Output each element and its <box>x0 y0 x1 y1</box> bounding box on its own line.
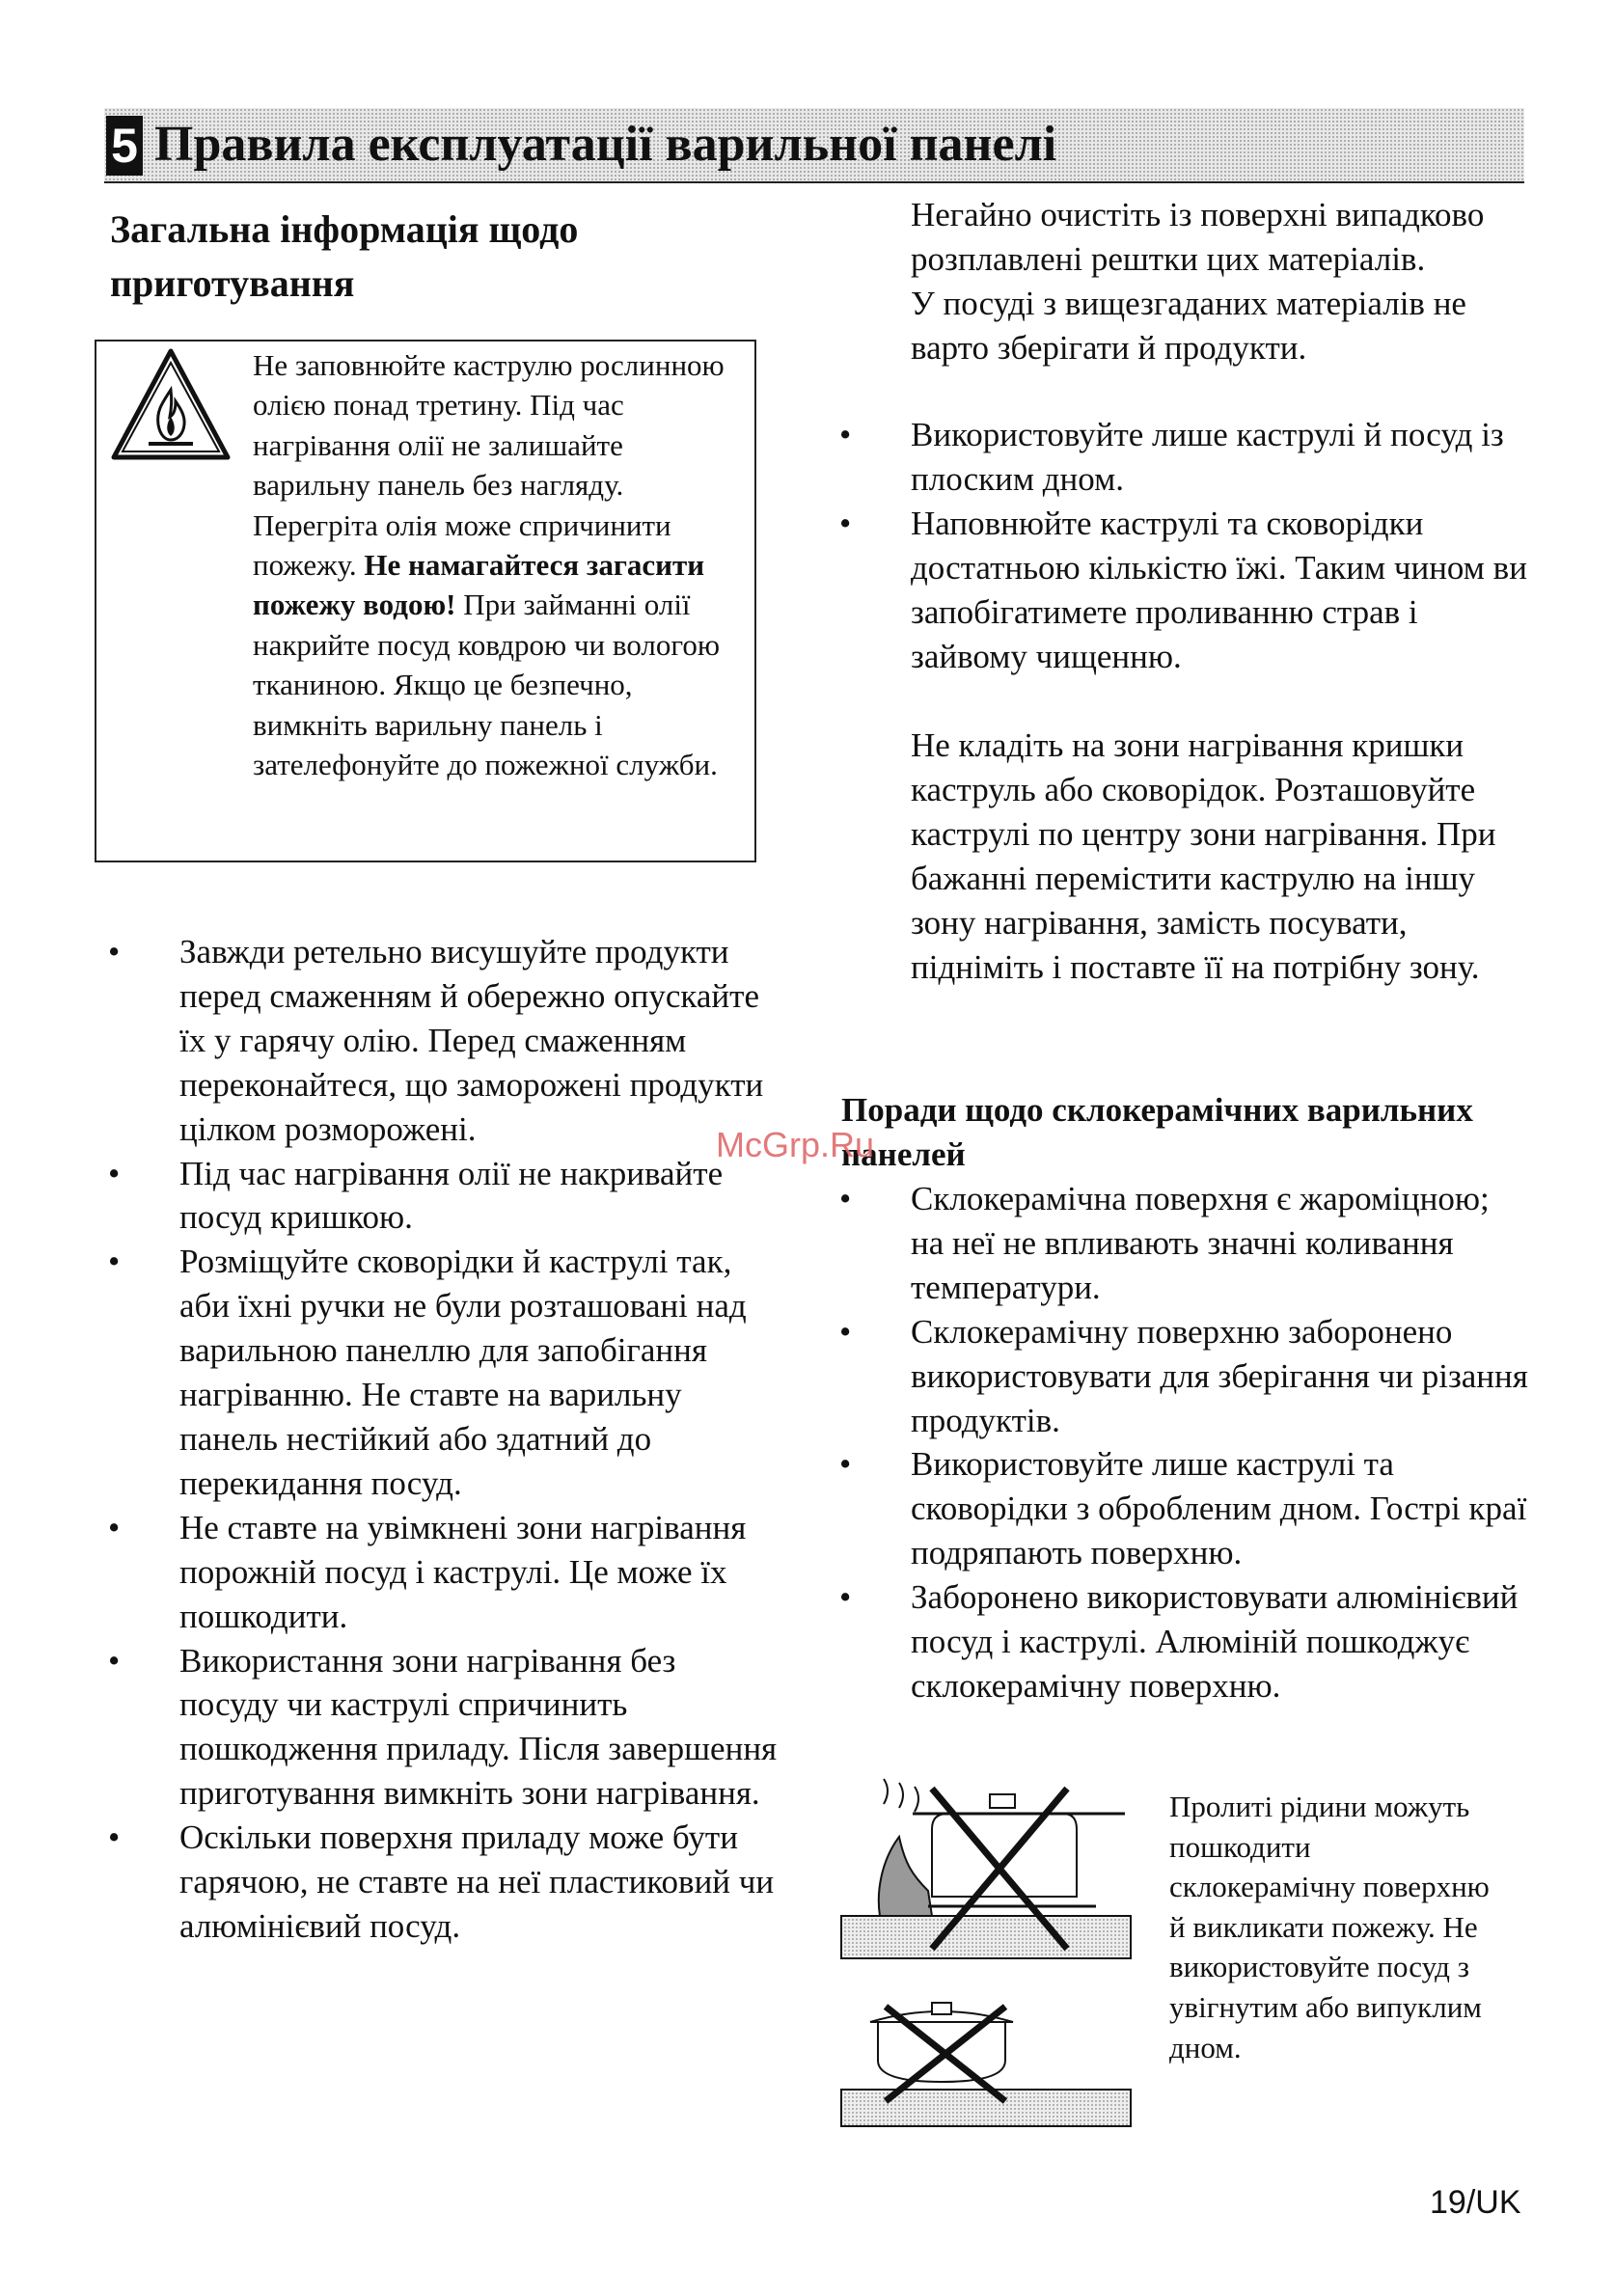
right-bullet-list-top <box>835 413 1530 678</box>
list-item: • Оскільки поверхня приладу може бути гарячою, не ставте на неї пластиковий чи алюмінієвий посуд. <box>104 1816 780 1949</box>
list-item: • Завжди ретельно висушуйте продукти перед смаженням й обережно опускайте їх у гарячу олію. Перед смаженням переконайтеся, що заморожені продукти цілком розморожені. <box>104 930 780 1152</box>
list-item: • Склокерамічна поверхня є жароміцною; на неї не впливають значні коливання температури. <box>835 1177 1530 1310</box>
paragraph: У посуді з вищезгаданих матеріалів не варто зберігати й продукти. <box>911 284 1466 367</box>
warning-text <box>253 345 747 784</box>
right-column-top <box>911 193 1528 370</box>
list-item: • Заборонено використовувати алюмінієвий посуд і каструлі. Алюміній пошкоджує склокерамічну поверхню. <box>835 1575 1530 1708</box>
list-item: • Розміщуйте сковорідки й каструлі так, аби їхні ручки не були розташовані над варильною панеллю для запобігання нагріванню. Не ставте на варильну панель нестійкий або здатний до перекидання посуд. <box>104 1240 780 1505</box>
spilled-liquid-pot-icon <box>841 1779 1131 1958</box>
list-item: • Склокерамічну поверхню заборонено використовувати для зберігання чи різання продуктів. <box>835 1310 1530 1443</box>
chapter-title: Правила експлуатації варильної панелі <box>154 117 1057 172</box>
chapter-number: 5 <box>106 116 143 176</box>
cookware-illustration <box>835 1775 1144 2132</box>
page-number: 19/UK <box>1430 2184 1521 2221</box>
warning-text-part-2: При займанні олії накрийте посуд ковдрою чи вологою тканиною. Якщо це безпечно, вимкніть варильну панель і зателефонуйте до пожежної служби. <box>253 588 720 782</box>
fire-warning-icon <box>110 347 232 461</box>
list-item: • Використання зони нагрівання без посуду чи каструлі спричинить пошкодження приладу. Після завершення приготування вимкніть зони нагрівання. <box>104 1639 780 1817</box>
paragraph: Не кладіть на зони нагрівання кришки каструль або сковорідок. Розташовуйте каструлі по центру зони нагрівання. При бажанні перемістити каструлю на іншу зону нагрівання, замість посувати, підніміть і поставте її на потрібну зону. <box>911 726 1496 986</box>
ceramic-heading: Поради щодо склокерамічних варильних панелей <box>841 1091 1473 1173</box>
watermark: McGrp.Ru <box>716 1125 875 1164</box>
paragraph: Негайно очистіть із поверхні випадково розплавлені рештки цих матеріалів. <box>911 196 1485 278</box>
warning-text-bold: Не намагайтеся загасити пожежу водою! <box>253 548 705 622</box>
warning-box <box>95 340 756 862</box>
right-column-middle <box>911 724 1528 989</box>
list-item: • Не ставте на увімкнені зони нагрівання порожній посуд і каструлі. Це може їх пошкодити. <box>104 1506 780 1639</box>
section-heading: Загальна інформація щодо приготування <box>110 207 579 305</box>
list-item: • Використовуйте лише каструлі та сковорідки з обробленим дном. Гострі краї подряпають поверхню. <box>835 1442 1530 1575</box>
illustration-caption: Пролиті рідини можуть пошкодити склокерамічну поверхню й викликати пожежу. Не використовуйте посуд з увігнутим або випуклим дном. <box>1169 1790 1490 2064</box>
list-item: • Наповнюйте каструлі та сковорідки достатньою кількістю їжі. Таким чином ви запобігатимете проливанню страв і зайвому чищенню. <box>835 502 1530 679</box>
list-item: • Використовуйте лише каструлі й посуд із плоским дном. <box>835 413 1530 502</box>
left-bullet-list <box>104 930 780 1949</box>
ceramic-bullet-list <box>835 1177 1530 1708</box>
list-item: • Під час нагрівання олії не накривайте посуд кришкою. <box>104 1152 780 1241</box>
convex-bottom-pot-icon <box>841 2003 1131 2126</box>
warning-text-part-1: Не заповнюйте каструлю рослинною олією понад третину. Під час нагрівання олії не залишайте варильну панель без нагляду. Перегріта олія може спричинити пожежу. <box>253 348 725 583</box>
